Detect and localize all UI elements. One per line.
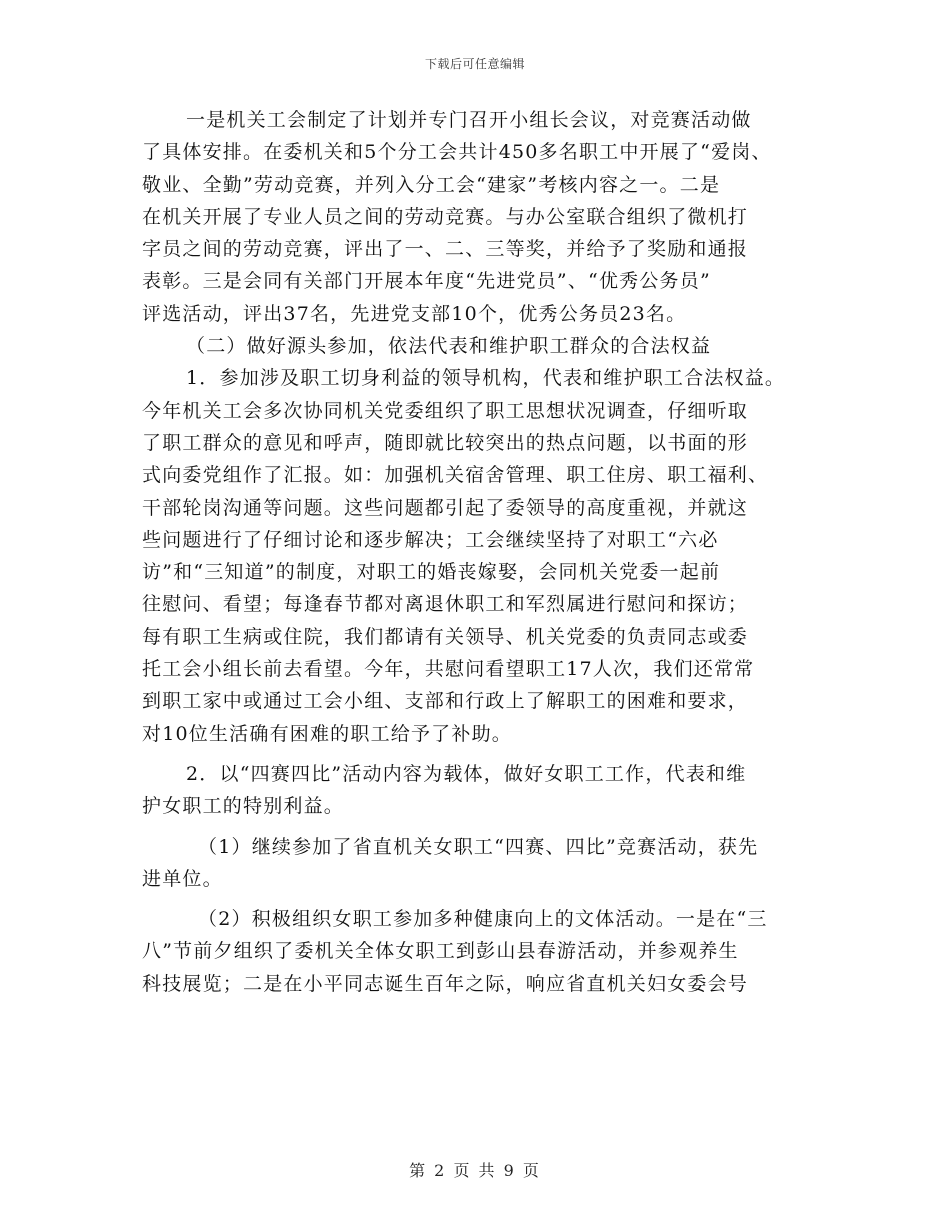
document-body (142, 104, 832, 1000)
text-line: 访”和“三知道”的制度，对职工的婚丧嫁娶，会同机关党委一起前 (142, 561, 721, 584)
text-line: 在机关开展了专业人员之间的劳动竞赛。与办公室联合组织了微机打 (142, 205, 749, 228)
text-line: 干部轮岗沟通等问题。这些问题都引起了委领导的高度重视，并就这 (142, 496, 749, 519)
text-line: 2．以“四赛四比”活动内容为载体，做好女职工工作，代表和维 (186, 762, 747, 785)
text-line: 敬业、全勤”劳动竞赛，并列入分工会“建家”考核内容之一。二是 (142, 173, 721, 196)
text-line: 表彰。三是会同有关部门开展本年度“先进党员”、“优秀公务员” (142, 270, 711, 293)
text-line: 每有职工生病或住院，我们都请有关领导、机关党委的负责同志或委 (142, 625, 749, 648)
text-line: 些问题进行了仔细讨论和逐步解决；工会继续坚持了对职工“六必 (142, 528, 719, 551)
text-line: 对10位生活确有困难的职工给予了补助。 (142, 722, 512, 745)
text-line: （2）积极组织女职工参加多种健康向上的文体活动。一是在“三 (198, 908, 768, 931)
text-line: 今年机关工会多次协同机关党委组织了职工思想状况调查，仔细听取 (142, 399, 749, 422)
text-line: 科技展览；二是在小平同志诞生百年之际，响应省直机关妇女委会号 (142, 972, 749, 995)
text-line: 到职工家中或通过工会小组、支部和行政上了解职工的困难和要求， (142, 690, 749, 713)
text-line: 护女职工的特别利益。 (142, 795, 345, 818)
text-line: 往慰问、看望；每逢春节都对离退休职工和军烈属进行慰问和探访； (142, 593, 749, 616)
text-line: 1．参加涉及职工切身利益的领导机构，代表和维护职工合法权益。 (186, 367, 786, 390)
text-line: 字员之间的劳动竞赛，评出了一、二、三等奖，并给予了奖励和通报 (142, 238, 749, 261)
text-line: 了职工群众的意见和呼声，随即就比较突出的热点问题，以书面的形 (142, 431, 749, 454)
text-line: 了具体安排。在委机关和5个分工会共计450多名职工中开展了“爱岗、 (142, 141, 772, 164)
page-number: 第 2 页 共 9 页 (409, 1161, 541, 1180)
text-line: 进单位。 (142, 867, 223, 890)
text-line: 八”节前夕组织了委机关全体女职工到彭山县春游活动，并参观养生 (142, 940, 739, 963)
text-line: 评选活动，评出37名，先进党支部10个，优秀公务员23名。 (142, 302, 687, 325)
text-line: 一是机关工会制定了计划并专门召开小组长会议，对竞赛活动做 (186, 109, 752, 131)
header-note: 下载后可任意编辑 (424, 57, 525, 71)
text-line: 托工会小组长前去看望。今年，共慰问看望职工17人次，我们还常常 (142, 658, 755, 681)
text-line: （1）继续参加了省直机关女职工“四赛、四比”竞赛活动，获先 (198, 835, 759, 858)
section-heading: （二）做好源头参加，依法代表和维护职工群众的合法权益 (186, 335, 712, 358)
text-line: 式向委党组作了汇报。如：加强机关宿舍管理、职工住房、职工福利、 (142, 464, 769, 487)
